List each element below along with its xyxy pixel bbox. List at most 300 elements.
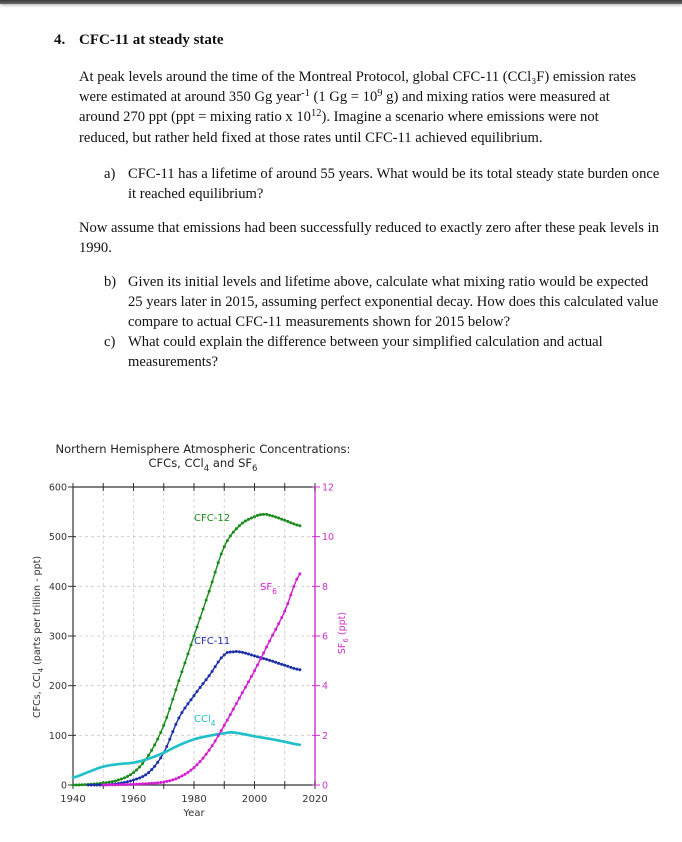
marker-sf6	[262, 652, 265, 655]
marker-ccl4	[190, 739, 193, 742]
left-y-axis-label: CFCs, CCl$_4$ (parts per trillion - ppt)	[32, 555, 45, 719]
marker-cfc12	[238, 524, 241, 527]
marker-ccl4	[235, 731, 238, 734]
marker-sf6	[202, 757, 205, 760]
marker-ccl4	[138, 760, 141, 763]
marker-cfc12	[244, 520, 247, 523]
marker-cfc12	[298, 524, 301, 527]
marker-ccl4	[202, 736, 205, 739]
part-c-text: What could explain the difference between your simplified calculation and actual measurements?	[128, 334, 603, 371]
marker-sf6	[156, 781, 159, 784]
marker-ccl4	[214, 733, 217, 736]
marker-sf6	[199, 760, 202, 763]
y-tick-label-right: 8	[322, 581, 329, 593]
marker-cfc11	[132, 779, 135, 782]
marker-cfc12	[232, 531, 235, 534]
marker-sf6	[120, 783, 123, 786]
marker-cfc12	[247, 518, 250, 521]
marker-cfc11	[256, 655, 259, 658]
marker-ccl4	[93, 768, 96, 771]
marker-cfc11	[199, 686, 202, 689]
marker-cfc11	[126, 780, 129, 783]
marker-sf6	[147, 782, 150, 785]
marker-cfc12	[250, 516, 253, 519]
marker-sf6	[105, 783, 108, 786]
marker-ccl4	[162, 751, 165, 754]
marker-cfc11	[292, 667, 295, 670]
marker-ccl4	[181, 743, 184, 746]
marker-ccl4	[111, 764, 114, 767]
marker-ccl4	[75, 776, 78, 779]
marker-cfc12	[208, 590, 211, 593]
x-tick-label: 1960	[120, 794, 147, 805]
marker-cfc11	[159, 756, 162, 759]
marker-cfc11	[202, 682, 205, 685]
marker-ccl4	[187, 740, 190, 743]
marker-cfc11	[138, 776, 141, 779]
marker-sf6	[247, 680, 250, 683]
marker-sf6	[211, 744, 214, 747]
marker-ccl4	[268, 738, 271, 741]
marker-cfc11	[208, 674, 211, 677]
marker-sf6	[235, 702, 238, 705]
marker-cfc12	[141, 762, 144, 765]
marker-cfc11	[193, 694, 196, 697]
marker-cfc11	[295, 668, 298, 671]
marker-sf6	[162, 781, 165, 784]
marker-sf6	[189, 769, 192, 772]
series-ccl4	[72, 731, 301, 779]
marker-cfc12	[81, 783, 84, 786]
marker-sf6	[193, 766, 196, 769]
marker-sf6	[256, 663, 259, 666]
marker-cfc11	[150, 768, 153, 771]
marker-sf6	[186, 771, 189, 774]
marker-cfc12	[265, 513, 268, 516]
marker-cfc12	[211, 580, 214, 583]
marker-cfc12	[292, 522, 295, 525]
marker-cfc12	[78, 783, 81, 786]
marker-cfc11	[244, 652, 247, 655]
marker-cfc11	[156, 761, 159, 764]
marker-ccl4	[169, 748, 172, 751]
marker-cfc12	[283, 519, 286, 522]
x-tick-label: 2020	[302, 794, 328, 805]
marker-cfc11	[144, 773, 147, 776]
label-cfc12: CFC-12	[194, 513, 231, 524]
marker-ccl4	[211, 734, 214, 737]
marker-ccl4	[114, 763, 117, 766]
marker-cfc12	[162, 724, 165, 727]
marker-sf6	[265, 645, 268, 648]
marker-ccl4	[78, 774, 81, 777]
marker-sf6	[244, 686, 247, 689]
right-y-axis-label: $SF_6$ (ppt)	[337, 611, 350, 655]
marker-ccl4	[238, 732, 241, 735]
marker-sf6	[271, 634, 274, 637]
marker-cfc12	[135, 768, 138, 771]
marker-ccl4	[296, 743, 299, 746]
marker-cfc12	[168, 707, 171, 710]
marker-cfc11	[141, 775, 144, 778]
marker-sf6	[183, 773, 186, 776]
marker-ccl4	[196, 737, 199, 740]
marker-sf6	[229, 713, 232, 716]
marker-sf6	[111, 783, 114, 786]
marker-cfc11	[217, 660, 220, 663]
marker-cfc11	[235, 650, 238, 653]
marker-cfc11	[153, 765, 156, 768]
marker-ccl4	[132, 761, 135, 764]
marker-cfc12	[117, 779, 120, 782]
marker-cfc12	[217, 561, 220, 564]
marker-cfc11	[135, 778, 138, 781]
marker-cfc11	[168, 738, 171, 741]
superscript: -1	[301, 88, 310, 100]
marker-sf6	[174, 777, 177, 780]
superscript: 12	[310, 108, 322, 120]
marker-cfc12	[205, 599, 208, 602]
y-tick-label-right: 2	[322, 730, 329, 742]
marker-cfc11	[205, 678, 208, 681]
intro-line: g) and mixing ratios were measured at	[382, 89, 610, 106]
marker-ccl4	[271, 738, 274, 741]
marker-sf6	[298, 572, 301, 575]
marker-sf6	[205, 753, 208, 756]
marker-cfc11	[165, 745, 168, 748]
question-number: 4.	[54, 32, 66, 48]
marker-cfc12	[174, 688, 177, 691]
marker-cfc12	[156, 737, 159, 740]
marker-ccl4	[123, 762, 126, 765]
marker-cfc11	[286, 665, 289, 668]
marker-ccl4	[286, 741, 289, 744]
marker-cfc12	[256, 514, 259, 517]
marker-ccl4	[223, 732, 226, 735]
marker-cfc11	[129, 780, 132, 783]
marker-cfc12	[123, 776, 126, 779]
marker-ccl4	[274, 739, 277, 742]
marker-sf6	[253, 669, 256, 672]
marker-sf6	[289, 594, 292, 597]
marker-ccl4	[290, 742, 293, 745]
marker-cfc12	[72, 784, 75, 787]
marker-cfc12	[220, 553, 223, 556]
part-c-label: c)	[104, 334, 116, 350]
marker-ccl4	[117, 763, 120, 766]
marker-ccl4	[247, 734, 250, 737]
marker-sf6	[171, 778, 174, 781]
marker-cfc11	[250, 653, 253, 656]
marker-cfc11	[268, 659, 271, 662]
series-sf6	[102, 572, 302, 786]
marker-ccl4	[244, 733, 247, 736]
transition-paragraph: Now assume that emissions had been successfully reduced to exactly zero after these peak levels in 1990.	[79, 220, 659, 257]
marker-sf6	[268, 639, 271, 642]
part-a-label: a)	[104, 166, 116, 182]
marker-sf6	[108, 783, 111, 786]
marker-sf6	[241, 691, 244, 694]
marker-cfc12	[241, 522, 244, 525]
marker-cfc12	[114, 779, 117, 782]
y-tick-label-right: 10	[322, 532, 335, 544]
marker-sf6	[292, 585, 295, 588]
chart-title-line2: CFCs, CCl$_4$ and $SF_6$	[148, 456, 258, 474]
marker-cfc11	[280, 663, 283, 666]
marker-sf6	[102, 784, 105, 787]
marker-ccl4	[84, 772, 87, 775]
marker-ccl4	[96, 767, 99, 770]
marker-ccl4	[165, 750, 168, 753]
marker-sf6	[135, 783, 138, 786]
marker-cfc12	[150, 749, 153, 752]
marker-ccl4	[226, 731, 229, 734]
marker-cfc11	[214, 665, 217, 668]
marker-cfc12	[111, 780, 114, 783]
marker-sf6	[129, 783, 132, 786]
marker-cfc12	[274, 515, 277, 518]
marker-sf6	[168, 779, 171, 782]
marker-ccl4	[129, 762, 132, 765]
marker-ccl4	[256, 736, 259, 739]
line-sf6	[103, 574, 300, 785]
marker-ccl4	[293, 742, 296, 745]
marker-cfc11	[186, 702, 189, 705]
y-tick-label-left: 300	[48, 631, 67, 643]
marker-sf6	[117, 783, 120, 786]
marker-sf6	[165, 780, 168, 783]
marker-ccl4	[259, 736, 262, 739]
marker-ccl4	[184, 741, 187, 744]
marker-sf6	[259, 658, 262, 661]
marker-ccl4	[229, 731, 232, 734]
marker-cfc11	[223, 653, 226, 656]
marker-cfc11	[220, 656, 223, 659]
marker-ccl4	[150, 756, 153, 759]
marker-ccl4	[144, 758, 147, 761]
marker-ccl4	[159, 753, 162, 756]
marker-sf6	[280, 616, 283, 619]
marker-cfc11	[265, 658, 268, 661]
marker-cfc12	[229, 534, 232, 537]
marker-sf6	[238, 697, 241, 700]
marker-cfc12	[183, 661, 186, 664]
intro-line: reduced, but rather held fixed at those rates until CFC-11 achieved equilibrium.	[79, 129, 543, 146]
x-tick-label: 2000	[241, 794, 268, 805]
marker-ccl4	[241, 733, 244, 736]
marker-cfc12	[214, 571, 217, 574]
marker-cfc12	[286, 520, 289, 523]
marker-cfc11	[180, 711, 183, 714]
marker-cfc11	[147, 771, 150, 774]
marker-cfc12	[171, 698, 174, 701]
marker-ccl4	[87, 771, 90, 774]
marker-ccl4	[156, 754, 159, 757]
marker-ccl4	[153, 755, 156, 758]
marker-cfc12	[129, 773, 132, 776]
part-b-text: Given its initial levels and lifetime above, calculate what mixing ratio would be expected 25 years later in 2015, assuming perfect exponential decay. How does this calculated value compare to actual CFC-11 measurements shown for 2015 below?	[128, 274, 659, 331]
marker-ccl4	[126, 762, 129, 765]
marker-sf6	[226, 719, 229, 722]
marker-sf6	[232, 708, 235, 711]
superscript: 9	[377, 88, 383, 100]
marker-cfc12	[226, 539, 229, 542]
marker-cfc11	[238, 650, 241, 653]
marker-cfc11	[90, 784, 93, 787]
marker-cfc12	[177, 679, 180, 682]
marker-cfc12	[235, 527, 238, 530]
y-tick-label-right: 6	[322, 631, 329, 643]
x-tick-label: 1980	[181, 794, 207, 805]
marker-sf6	[274, 628, 277, 631]
marker-cfc12	[180, 670, 183, 673]
marker-cfc12	[262, 513, 265, 516]
marker-sf6	[114, 783, 117, 786]
marker-cfc12	[153, 743, 156, 746]
intro-line: around 270 ppt (ppt = mixing ratio x 10	[79, 109, 311, 126]
marker-cfc11	[93, 784, 96, 787]
marker-sf6	[277, 622, 280, 625]
y-tick-label-left: 200	[48, 681, 67, 693]
marker-sf6	[177, 776, 180, 779]
intro-line: At peak levels around the time of the Montreal Protocol, global CFC-11 (CCl₃F) emission rates	[79, 69, 636, 85]
series-cfc12	[72, 513, 302, 787]
marker-cfc11	[211, 670, 214, 673]
marker-ccl4	[172, 747, 175, 750]
marker-cfc12	[126, 775, 129, 778]
marker-cfc11	[177, 716, 180, 719]
marker-cfc12	[138, 765, 141, 768]
marker-cfc11	[189, 698, 192, 701]
marker-ccl4	[205, 735, 208, 738]
marker-sf6	[123, 783, 126, 786]
marker-ccl4	[120, 763, 123, 766]
marker-ccl4	[108, 764, 111, 767]
marker-cfc12	[75, 783, 78, 786]
y-tick-label-left: 0	[60, 780, 67, 792]
intro-line: ). Imagine a scenario where emissions were not	[321, 109, 599, 126]
marker-cfc11	[87, 784, 90, 787]
marker-cfc11	[274, 661, 277, 664]
marker-cfc11	[232, 650, 235, 653]
marker-ccl4	[199, 736, 202, 739]
marker-ccl4	[141, 759, 144, 762]
marker-cfc12	[223, 545, 226, 548]
marker-sf6	[217, 734, 220, 737]
y-tick-label-left: 500	[48, 532, 67, 544]
marker-cfc12	[147, 754, 150, 757]
marker-cfc11	[271, 660, 274, 663]
marker-cfc11	[229, 651, 232, 654]
marker-cfc11	[96, 784, 99, 787]
marker-ccl4	[102, 765, 105, 768]
marker-cfc12	[259, 513, 262, 516]
y-tick-label-left: 600	[48, 482, 67, 494]
marker-sf6	[250, 675, 253, 678]
marker-ccl4	[99, 766, 102, 769]
marker-cfc12	[202, 608, 205, 611]
marker-ccl4	[193, 738, 196, 741]
marker-ccl4	[208, 735, 211, 738]
marker-cfc12	[186, 652, 189, 655]
marker-cfc12	[280, 518, 283, 521]
marker-ccl4	[283, 740, 286, 743]
marker-ccl4	[135, 761, 138, 764]
marker-cfc11	[283, 664, 286, 667]
marker-cfc12	[271, 515, 274, 518]
y-tick-label-left: 100	[48, 730, 67, 742]
marker-cfc11	[174, 723, 177, 726]
marker-sf6	[126, 783, 129, 786]
marker-cfc11	[183, 707, 186, 710]
marker-ccl4	[178, 744, 181, 747]
marker-cfc12	[159, 731, 162, 734]
chart-series	[72, 513, 302, 787]
marker-cfc12	[84, 783, 87, 786]
marker-cfc12	[189, 643, 192, 646]
marker-cfc12	[165, 716, 168, 719]
part-b-label: b)	[104, 274, 117, 290]
marker-cfc11	[277, 662, 280, 665]
marker-sf6	[283, 610, 286, 613]
part-a-text: CFC-11 has a lifetime of around 55 years. What would be its total steady state burden once it reached equilibrium?	[128, 166, 660, 203]
marker-ccl4	[105, 765, 108, 768]
marker-sf6	[159, 781, 162, 784]
marker-ccl4	[277, 739, 280, 742]
marker-ccl4	[250, 734, 253, 737]
marker-ccl4	[147, 757, 150, 760]
marker-cfc12	[295, 523, 298, 526]
question-title: CFC-11 at steady state	[79, 32, 224, 48]
marker-sf6	[180, 775, 183, 778]
marker-cfc12	[277, 517, 280, 520]
label-cfc11: CFC-11	[194, 636, 231, 647]
marker-sf6	[196, 763, 199, 766]
x-axis-label: Year	[183, 808, 205, 819]
chart-title-line1: Northern Hemisphere Atmospheric Concentrations:	[55, 442, 351, 456]
marker-cfc11	[247, 653, 250, 656]
marker-sf6	[153, 782, 156, 785]
marker-sf6	[132, 783, 135, 786]
marker-cfc11	[289, 666, 292, 669]
marker-sf6	[295, 578, 298, 581]
marker-ccl4	[232, 731, 235, 734]
marker-cfc12	[132, 771, 135, 774]
intro-line: were estimated at around 350 Gg year	[79, 89, 302, 106]
marker-cfc12	[120, 777, 123, 780]
marker-ccl4	[280, 740, 283, 743]
label-sf6: $SF_6$	[260, 582, 277, 596]
marker-cfc11	[226, 651, 229, 654]
marker-cfc11	[99, 784, 102, 787]
marker-sf6	[150, 782, 153, 785]
marker-ccl4	[90, 770, 93, 773]
marker-ccl4	[72, 776, 75, 779]
x-tick-label: 1940	[60, 794, 86, 805]
marker-cfc11	[196, 690, 199, 693]
marker-cfc12	[268, 514, 271, 517]
y-tick-label-right: 4	[322, 681, 329, 693]
marker-cfc11	[241, 651, 244, 654]
intro-line: (1 Gg = 10	[309, 89, 378, 106]
label-ccl4: CCl$_4$	[194, 714, 216, 728]
marker-cfc12	[199, 617, 202, 620]
marker-cfc11	[298, 668, 301, 671]
marker-ccl4	[175, 745, 178, 748]
marker-sf6	[144, 782, 147, 785]
y-tick-label-left: 400	[48, 581, 67, 593]
marker-ccl4	[262, 737, 265, 740]
